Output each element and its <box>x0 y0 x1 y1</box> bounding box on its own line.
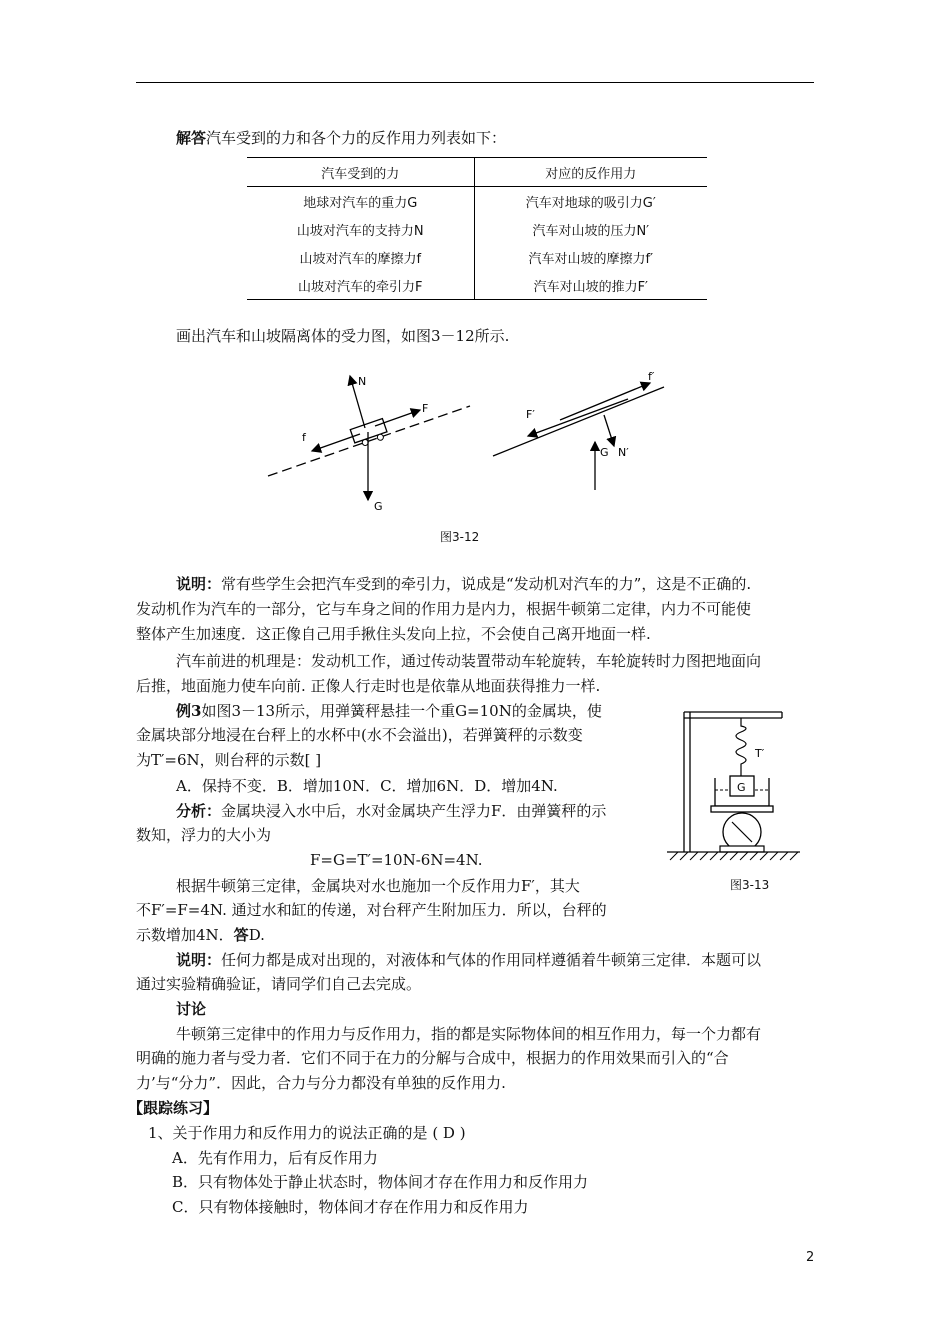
scale-platform <box>711 806 773 812</box>
label-tension: T′ <box>755 747 765 760</box>
incline-line <box>493 387 664 456</box>
intro-label: 解答 <box>176 129 207 147</box>
analysis-line1 <box>176 801 606 821</box>
table-cell: 汽车对山坡的摩擦力f′ <box>528 251 654 267</box>
arrow-F <box>375 410 420 426</box>
label-f-prime: f′ <box>648 370 655 383</box>
label-F-prime: F′ <box>526 408 535 421</box>
label-N-prime: N′ <box>618 446 629 459</box>
practice-title: 【跟踪练习】 <box>128 1099 219 1117</box>
discussion-line1: 牛顿第三定律中的作用力与反作用力，指的都是实际物体间的相互作用力，每一个力都有 <box>176 1025 762 1043</box>
analysis-line3: 根据牛顿第三定律，金属块对水也施加一个反作用力F′，其大 <box>176 877 580 895</box>
header-rule <box>136 82 814 83</box>
example3-line2: 金属块部分地浸在台秤上的水杯中(水不会溢出)，若弹簧秤的示数变 <box>136 726 583 744</box>
discussion-line3: 力’与“分力”．因此，合力与分力都没有单独的反作用力. <box>136 1074 506 1092</box>
scale-base <box>720 846 764 852</box>
figure-3-13-caption: 图3-13 <box>730 878 770 892</box>
note2-text: 任何力都是成对出现的，对液体和气体的作用同样遵循着牛顿第三定律．本题可以 <box>221 951 762 969</box>
table-row <box>247 215 707 243</box>
answer-label: 答 <box>233 926 249 944</box>
example3-options: A．保持不变．B．增加10N．C．增加6N．D．增加4N. <box>176 777 558 795</box>
label-f: f <box>302 431 306 444</box>
intro-text: 汽车受到的力和各个力的反作用力列表如下： <box>206 129 507 147</box>
figure-3-12 <box>260 360 680 550</box>
note1-line2: 发动机作为汽车的一部分，它与车身之间的作用力是内力，根据牛顿第二定律，内力不可能使 <box>136 600 752 618</box>
note2-line1 <box>176 950 761 970</box>
table-cell: 山坡对汽车的摩擦力f <box>247 243 474 271</box>
analysis-line2: 数知，浮力的大小为 <box>136 826 272 844</box>
note1-line1 <box>176 574 751 594</box>
figure-3-12-caption: 图3-12 <box>440 530 480 544</box>
table-header: 汽车受到的力 <box>247 158 474 187</box>
intro-line <box>176 128 506 148</box>
figure-3-13 <box>660 700 810 900</box>
practice-option-c: C．只有物体接触时，物体间才存在作用力和反作用力 <box>172 1198 529 1216</box>
mechanism-line1: 汽车前进的机理是：发动机工作，通过传动装置带动车轮旋转，车轮旋转时力图把地面向 <box>176 652 762 670</box>
analysis-line5 <box>136 925 265 945</box>
ground-hatching <box>670 852 798 860</box>
arrow-f-prime <box>560 383 650 420</box>
practice-option-b: B．只有物体处于静止状态时，物体间才存在作用力和反作用力 <box>172 1173 589 1191</box>
practice-option-a: A．先有作用力，后有反作用力 <box>172 1149 378 1167</box>
arrow-F-prime <box>528 399 628 436</box>
table-cell: 汽车对山坡的推力F′ <box>474 271 707 300</box>
note2-label: 说明： <box>176 951 222 969</box>
note1-text: 常有些学生会把汽车受到的牵引力，说成是“发动机对汽车的力”，这是不正确的. <box>221 575 752 593</box>
label-G: G <box>374 500 383 513</box>
arrow-f <box>312 434 360 451</box>
answer-value: D. <box>248 926 265 944</box>
incline-dashed-line <box>268 406 470 476</box>
table-row <box>247 243 707 271</box>
page-number: 2 <box>806 1250 815 1265</box>
example3-label: 例3 <box>176 702 202 720</box>
example3-line1 <box>176 701 602 721</box>
note2-line2: 通过实验精确验证，请同学们自己去完成。 <box>136 975 422 993</box>
force-table <box>247 157 707 300</box>
table-cell: 汽车对山坡的压力N′ <box>532 223 650 239</box>
figure-intro: 画出汽车和山坡隔离体的受力图，如图3－12所示. <box>176 327 510 345</box>
table-header-row <box>247 158 707 187</box>
table-row <box>247 187 707 216</box>
analysis-formula: F=G=T′=10N-6N=4N. <box>310 851 483 869</box>
mechanism-line2: 后推，地面施力使车向前. 正像人行走时也是依靠从地面获得推力一样. <box>136 677 601 695</box>
table-cell: 汽车对地球的吸引力G′ <box>525 195 656 211</box>
example3-line3: 为T′=6N，则台秤的示数[ ] <box>136 751 322 769</box>
spring-coil <box>736 718 746 776</box>
label-N: N <box>358 375 367 388</box>
arrow-N-prime <box>604 415 614 446</box>
table-row <box>247 271 707 300</box>
table-cell: 地球对汽车的重力G <box>247 187 474 216</box>
analysis-line4: 不F′=F=4N. 通过水和缸的传递，对台秤产生附加压力．所以，台秤的 <box>136 901 607 919</box>
table-header: 对应的反作用力 <box>474 158 707 187</box>
analysis-label: 分析： <box>176 802 222 820</box>
discussion-line2: 明确的施力者与受力者．它们不同于在力的分解与合成中，根据力的作用效果而引入的“合 <box>136 1049 729 1067</box>
note1-label: 说明： <box>176 575 222 593</box>
label-block-G: G <box>737 781 746 794</box>
discussion-title: 讨论 <box>176 1000 207 1018</box>
note1-line3: 整体产生加速度．这正像自己用手揪住头发向上拉，不会使自己离开地面一样. <box>136 625 651 643</box>
table-cell: 山坡对汽车的支持力N <box>247 215 474 243</box>
analysis-text: 金属块浸入水中后，水对金属块产生浮力F．由弹簧秤的示 <box>221 802 607 820</box>
analysis-text5: 示数增加4N． <box>136 926 234 944</box>
label-F: F <box>422 402 429 415</box>
practice-question-1: 1、关于作用力和反作用力的说法正确的是 ( D ) <box>148 1124 466 1142</box>
example3-text: 如图3－13所示，用弹簧秤悬挂一个重G=10N的金属块，使 <box>201 702 602 720</box>
label-G-reaction: G <box>600 446 609 459</box>
table-cell: 山坡对汽车的牵引力F <box>247 271 474 300</box>
